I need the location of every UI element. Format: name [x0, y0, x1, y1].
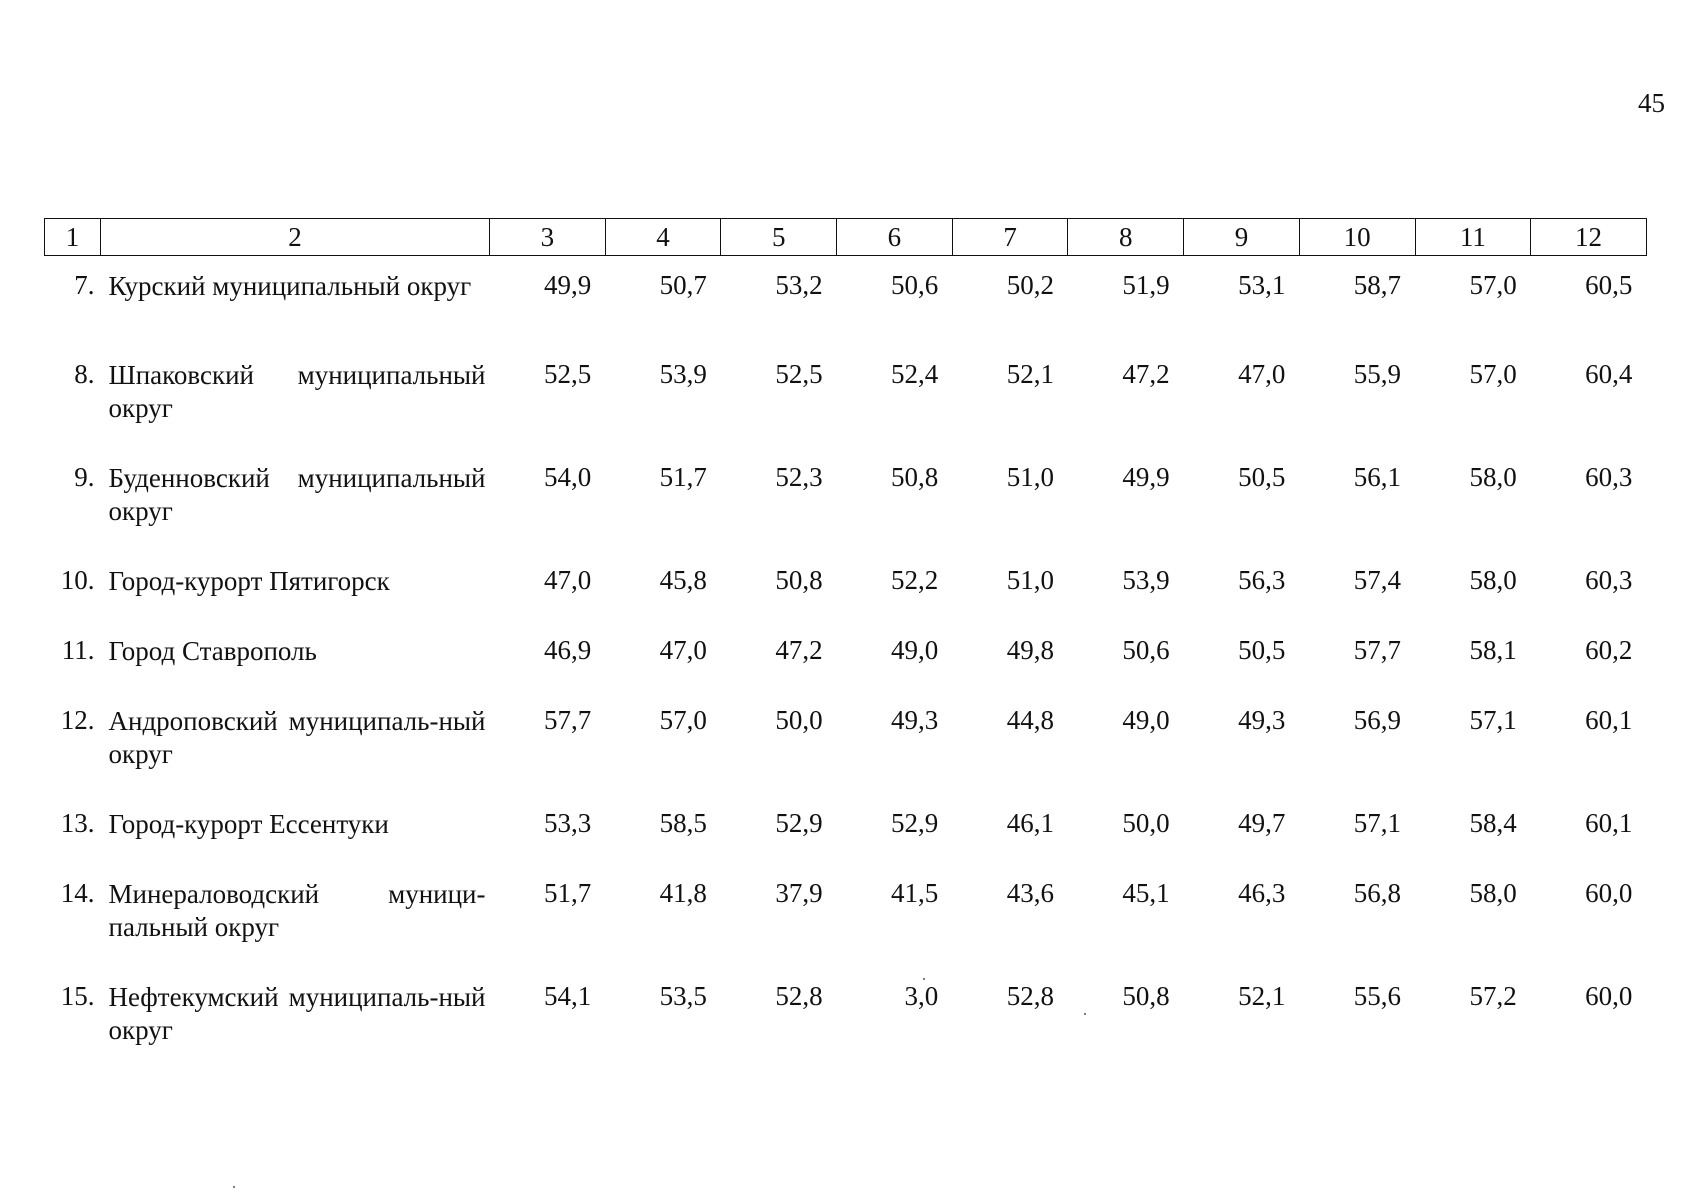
table-body	[45, 256, 1647, 1085]
row-number: 7.	[74, 270, 95, 300]
row-name: Город-курорт Ессентуки	[108, 809, 389, 839]
value-cell: 60,0	[1585, 981, 1633, 1011]
scan-speck	[233, 1186, 235, 1188]
row-name: Курский муниципальный округ	[108, 271, 472, 301]
value-cell: 52,4	[891, 359, 939, 389]
value-cell: 54,0	[543, 462, 592, 492]
value-cell: 50,5	[1238, 462, 1286, 492]
table-row	[45, 878, 1647, 981]
value-cell: 46,1	[1006, 808, 1054, 838]
value-cell: 51,9	[1122, 270, 1170, 300]
table-row	[45, 635, 1647, 705]
value-cell: 49,0	[891, 635, 939, 665]
row-name: Минераловодский муници-пальный округ	[108, 879, 486, 942]
value-cell: 49,9	[1122, 462, 1170, 492]
value-cell: 60,3	[1585, 462, 1633, 492]
value-cell: 50,6	[1122, 635, 1170, 665]
row-number: 12.	[60, 705, 95, 735]
value-cell: 46,3	[1238, 878, 1286, 908]
value-cell: 51,7	[659, 462, 707, 492]
value-cell: 52,8	[1006, 981, 1054, 1011]
value-cell: 53,9	[1122, 565, 1170, 595]
value-cell: 52,2	[891, 565, 939, 595]
row-number: 8.	[74, 359, 95, 389]
table-row	[45, 981, 1647, 1084]
value-cell: 47,0	[1238, 359, 1286, 389]
value-cell: 57,0	[1469, 270, 1517, 300]
value-cell: 43,6	[1006, 878, 1054, 908]
value-cell: 41,5	[891, 878, 939, 908]
value-cell: 58,4	[1469, 808, 1517, 838]
value-cell: 58,0	[1469, 462, 1517, 492]
table-row	[45, 808, 1647, 878]
header-cell: 11	[1415, 219, 1531, 256]
table-row	[45, 565, 1647, 635]
value-cell: 60,4	[1585, 359, 1633, 389]
value-cell: 52,8	[775, 981, 823, 1011]
header-cell: 12	[1531, 219, 1647, 256]
scan-speck	[923, 978, 925, 980]
value-cell: 47,0	[659, 635, 707, 665]
table-header	[45, 219, 1647, 256]
table-row	[45, 705, 1647, 808]
table-row	[45, 359, 1647, 462]
value-cell: 50,0	[1122, 808, 1170, 838]
row-name: Нефтекумский муниципаль-ный округ	[108, 982, 486, 1045]
value-cell: 44,8	[1006, 705, 1054, 735]
value-cell: 50,8	[1122, 981, 1170, 1011]
value-cell: 57,4	[1353, 565, 1401, 595]
value-cell: 53,1	[1238, 270, 1286, 300]
row-number: 14.	[60, 878, 95, 908]
value-cell: 49,8	[1006, 635, 1054, 665]
value-cell: 56,1	[1353, 462, 1401, 492]
value-cell: 60,1	[1585, 705, 1633, 735]
row-name: Андроповский муниципаль-ный округ	[108, 706, 486, 769]
row-number: 11.	[61, 635, 95, 665]
value-cell: 51,0	[1006, 565, 1054, 595]
value-cell: 50,7	[659, 270, 707, 300]
value-cell: 60,3	[1585, 565, 1633, 595]
value-cell: 54,1	[543, 981, 592, 1011]
row-name: Город-курорт Пятигорск	[108, 566, 390, 596]
value-cell: 50,2	[1006, 270, 1054, 300]
header-cell: 5	[721, 219, 837, 256]
value-cell: 58,0	[1469, 878, 1517, 908]
value-cell: 45,1	[1122, 878, 1170, 908]
value-cell: 53,5	[659, 981, 707, 1011]
value-cell: 47,2	[1122, 359, 1170, 389]
value-cell: 57,1	[1353, 808, 1401, 838]
scan-speck	[1084, 1013, 1086, 1015]
value-cell: 52,9	[775, 808, 823, 838]
value-cell: 51,0	[1006, 462, 1054, 492]
value-cell: 47,2	[775, 635, 823, 665]
value-cell: 60,2	[1585, 635, 1633, 665]
header-cell: 8	[1068, 219, 1184, 256]
value-cell: 60,1	[1585, 808, 1633, 838]
value-cell: 56,9	[1353, 705, 1401, 735]
value-cell: 53,9	[659, 359, 707, 389]
value-cell: 47,0	[543, 565, 592, 595]
row-number: 13.	[60, 808, 95, 838]
data-table	[44, 218, 1647, 1084]
header-cell: 2	[101, 219, 490, 256]
value-cell: 46,9	[543, 635, 592, 665]
value-cell: 50,0	[775, 705, 823, 735]
value-cell: 55,9	[1353, 359, 1401, 389]
table-row	[45, 462, 1647, 565]
value-cell: 52,5	[775, 359, 823, 389]
value-cell: 60,5	[1585, 270, 1633, 300]
value-cell: 58,1	[1469, 635, 1517, 665]
value-cell: 57,2	[1469, 981, 1517, 1011]
value-cell: 58,7	[1353, 270, 1401, 300]
value-cell: 49,0	[1122, 705, 1170, 735]
value-cell: 53,3	[543, 808, 592, 838]
value-cell: 58,0	[1469, 565, 1517, 595]
value-cell: 60,0	[1585, 878, 1633, 908]
row-number: 9.	[74, 462, 95, 492]
value-cell: 57,0	[659, 705, 707, 735]
header-cell: 10	[1299, 219, 1415, 256]
value-cell: 50,8	[891, 462, 939, 492]
row-name: Шпаковский муниципальный округ	[108, 360, 486, 423]
header-cell: 6	[837, 219, 953, 256]
value-cell: 50,8	[775, 565, 823, 595]
row-name: Город Ставрополь	[108, 636, 317, 666]
header-row	[45, 219, 1647, 256]
row-name: Буденновский муниципальный округ	[108, 463, 486, 526]
value-cell: 49,7	[1238, 808, 1286, 838]
value-cell: 52,1	[1238, 981, 1286, 1011]
page-number: 45	[1638, 88, 1665, 118]
value-cell: 57,1	[1469, 705, 1517, 735]
value-cell: 45,8	[659, 565, 707, 595]
value-cell: 57,0	[1469, 359, 1517, 389]
header-cell: 1	[45, 219, 101, 256]
value-cell: 37,9	[775, 878, 823, 908]
value-cell: 3,0	[904, 981, 939, 1011]
value-cell: 57,7	[543, 705, 592, 735]
value-cell: 49,9	[543, 270, 592, 300]
value-cell: 49,3	[1238, 705, 1286, 735]
value-cell: 57,7	[1353, 635, 1401, 665]
row-number: 15.	[60, 981, 95, 1011]
value-cell: 50,5	[1238, 635, 1286, 665]
value-cell: 56,8	[1353, 878, 1401, 908]
value-cell: 58,5	[659, 808, 707, 838]
value-cell: 52,3	[775, 462, 823, 492]
header-cell: 7	[952, 219, 1068, 256]
value-cell: 52,9	[891, 808, 939, 838]
value-cell: 50,6	[891, 270, 939, 300]
value-cell: 52,5	[543, 359, 592, 389]
value-cell: 53,2	[775, 270, 823, 300]
table-row	[45, 256, 1647, 360]
value-cell: 55,6	[1353, 981, 1401, 1011]
header-cell: 4	[605, 219, 721, 256]
header-cell: 3	[490, 219, 606, 256]
row-number: 10.	[60, 565, 95, 595]
value-cell: 41,8	[659, 878, 707, 908]
header-cell: 9	[1184, 219, 1300, 256]
value-cell: 49,3	[891, 705, 939, 735]
value-cell: 56,3	[1238, 565, 1286, 595]
value-cell: 51,7	[543, 878, 592, 908]
value-cell: 52,1	[1006, 359, 1054, 389]
